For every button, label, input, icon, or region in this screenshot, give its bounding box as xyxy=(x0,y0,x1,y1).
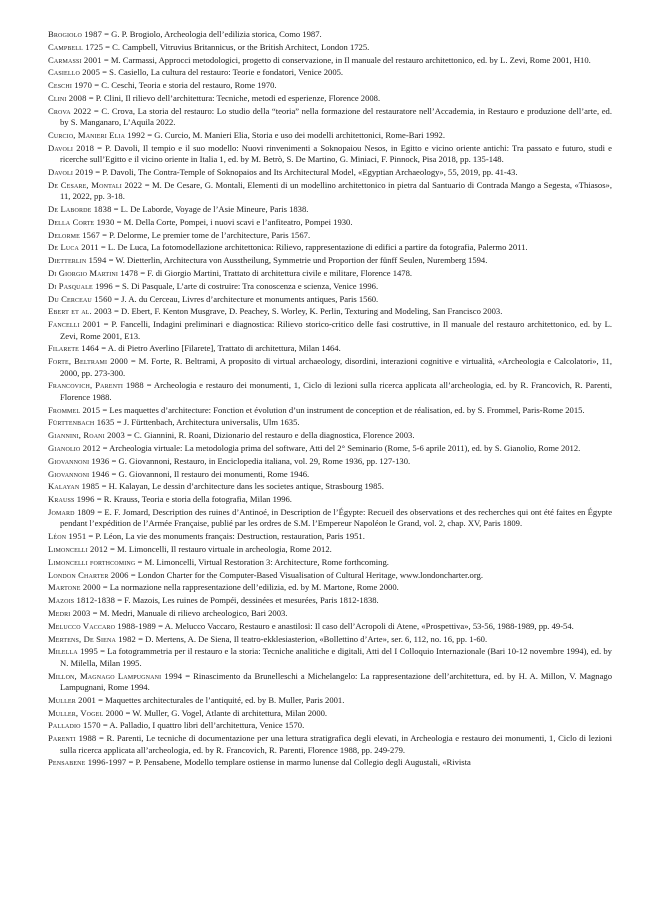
citation-key: Fancelli 2001 xyxy=(48,319,101,330)
citation-text: = P. Delorme, Le premier tome de l’architecture, Paris 1567. xyxy=(100,229,311,240)
citation-text: = P. Fancelli, Indagini preliminari e diagnostica: Rilievo storico-critico delle fasi costruttive, in Il manuale del restauro architettonico, ed. by L. Zevi, Rome 2001, E13. xyxy=(60,319,612,341)
bibliography-entry xyxy=(48,720,612,731)
bibliography-entry xyxy=(48,456,612,467)
bibliography-entry xyxy=(48,242,612,253)
bibliography-entry xyxy=(48,281,612,292)
citation-key: Giovannoni 1936 xyxy=(48,455,110,466)
citation-text: = Archeologia virtuale: La metodologia prima del software, Atti del 2° Seminario (Rome, 5-6 aprile 2011), ed. by S. Gianolio, Rome 2012. xyxy=(100,442,581,453)
citation-text: = F. Mazois, Les ruines de Pompéi, dessinées et mesurées, Paris 1812-1838. xyxy=(115,595,379,606)
citation-key: Ceschi 1970 xyxy=(48,80,93,91)
citation-key: De Cesare, Montali 2022 xyxy=(48,179,143,190)
citation-key: Milella 1995 xyxy=(48,646,98,657)
citation-key: Fürttenbach 1635 xyxy=(48,417,115,428)
citation-key: Krauss 1996 xyxy=(48,494,95,505)
bibliography-list xyxy=(48,29,612,770)
bibliography-entry xyxy=(48,417,612,428)
citation-text: = M. Della Corte, Pompei, i nuovi scavi e l’anfiteatro, Pompei 1930. xyxy=(114,216,353,227)
bibliography-entry xyxy=(48,180,612,203)
citation-key: Giannini, Roani 2003 xyxy=(48,430,125,441)
citation-text: = W. Dietterlin, Architectura von Ausstheilung, Symmetrie und Proportion der fünff Seulen, Nuremberg 1594. xyxy=(106,255,488,266)
citation-text: = P. Davoli, Il tempio e il suo modello: Nuovi rinvenimenti a Soknopaiou Nesos, in Egitto e vicino oriente antichi: Tra passato e futuro, studi e ricerche sull’Egitto e il vicino oriente in Italia 1, ed. by M. Betrò, S. De Martino, G. Miniaci, F. Pinnock, Pisa 2018, pp. 135-148. xyxy=(60,142,612,165)
citation-key: Della Corte 1930 xyxy=(48,216,115,227)
citation-text: = J. Fürttenbach, Architectura universalis, Ulm 1635. xyxy=(114,417,300,428)
bibliography-entry xyxy=(48,143,612,166)
bibliography-entry xyxy=(48,255,612,266)
citation-key: Léon 1951 xyxy=(48,531,87,542)
citation-text: = P. Pensabene, Modello templare ostiense in marmo lunense dal Collegio degli Augustali, «Rivista xyxy=(126,757,471,768)
bibliography-entry xyxy=(48,29,612,40)
citation-key: De Luca 2011 xyxy=(48,242,99,253)
citation-key: Dietterlin 1594 xyxy=(48,255,107,266)
citation-text: = S. Casiello, La cultura del restauro: Teorie e fondatori, Venice 2005. xyxy=(100,67,344,78)
bibliography-entry xyxy=(48,757,612,768)
citation-key: Muller, Vogel 2000 xyxy=(48,707,124,718)
citation-text: = G. P. Brogiolo, Archeologia dell’edilizia storica, Como 1987. xyxy=(102,29,322,39)
bibliography-entry xyxy=(48,608,612,619)
citation-text: = A. Palladio, I quattro libri dell’architettura, Venice 1570. xyxy=(100,720,305,731)
bibliography-entry xyxy=(48,582,612,593)
citation-key: Campbell 1725 xyxy=(48,41,104,52)
citation-text: = R. Parenti, Le tecniche di documentazione per una lettura stratigrafica degli elevati, in Archeologia e restauro dei monumenti, 1, Ciclo di lezioni sulla ricerca applicata all’archeologia, ed. by R. Francovich, R. Parenti, Florence 1988, pp. 249-279. xyxy=(60,733,612,755)
citation-text: = M. Forte, R. Beltrami, A proposito di virtual archaeology, disordini, interazioni cognitive e virtualità, «Archeologia e Calcolatori», 11, 2000, pp. 273-300. xyxy=(60,356,612,378)
citation-key: Jomard 1809 xyxy=(48,506,95,517)
citation-text: = Rinascimento da Brunelleschi a Michelangelo: La rappresentazione dell’architettura, ed. by H. A. Millon, V. Magnago Lampugnani, Rome 1994. xyxy=(60,670,612,692)
citation-text: = M. Limoncelli, Virtual Restoration 3: Architecture, Rome forthcoming. xyxy=(135,556,389,567)
citation-key: Du Cerceau 1560 xyxy=(48,293,113,304)
citation-text: = C. Crova, La storia del restauro: Lo studio della “teoria” nella formazione del restauratore nell’Accademia, in Restauro e produzione dell’arte, ed. by S. Manganaro, L’Aquila 2022. xyxy=(60,105,612,128)
bibliography-entry xyxy=(48,306,612,317)
citation-key: Giovannoni 1946 xyxy=(48,468,110,479)
bibliography-entry xyxy=(48,469,612,480)
bibliography-entry xyxy=(48,167,612,178)
bibliography-entry xyxy=(48,443,612,454)
citation-text: = C. Ceschi, Teoria e storia del restauro, Rome 1970. xyxy=(92,80,277,91)
citation-key: Ebert et al. 2003 xyxy=(48,306,112,317)
citation-key: Casiello 2005 xyxy=(48,67,101,78)
citation-text: = M. De Cesare, G. Montali, Elementi di un modellino architettonico in pietra dal Santuario di Contrada Mango a Segesta, «Thiasos», 11, 2022, pp. 3-18. xyxy=(60,179,612,202)
citation-key: Limoncelli forthcoming xyxy=(48,556,136,567)
citation-text: = E. F. Jomard, Description des ruines d’Antinoé, in Description de l’Égypte: Recueil des observations et des recherches qui ont été faites en Égypte pendant l’expédition de l’Armée Française, publié par les ordres de S.M. l’Empereur Napoléon le Grand, vol. 2, chap. XV, Paris 1809. xyxy=(60,506,613,529)
bibliography-entry xyxy=(48,494,612,505)
bibliography-entry xyxy=(48,481,612,492)
citation-text: = A. Melucco Vaccaro, Restauro e anastilosi: Il caso dell’Acropoli di Atene, «Prospettiva», 53-56, 1988-1989, pp. 49-54. xyxy=(155,620,574,631)
citation-text: = Maquettes architecturales de l’antiquité, ed. by B. Muller, Paris 2001. xyxy=(95,694,345,705)
bibliography-entry xyxy=(48,531,612,542)
bibliography-entry xyxy=(48,695,612,706)
citation-text: = L. De Luca, La fotomodellazione architettonica: Rilievo, rappresentazione di edifici a partire da fotografia, Palermo 2011. xyxy=(98,242,528,253)
citation-text: = G. Curcio, M. Manieri Elia, Storia e uso dei modelli architettonici, Rome-Bari 1992. xyxy=(145,129,445,140)
citation-key: London Charter 2006 xyxy=(48,569,129,580)
citation-key: Pensabene 1996-1997 xyxy=(48,757,127,768)
citation-key: Filarete 1464 xyxy=(48,343,100,354)
citation-text: = S. Di Pasquale, L’arte di costruire: Tra conoscenza e scienza, Venice 1996. xyxy=(112,280,379,291)
bibliography-entry xyxy=(48,93,612,104)
bibliography-entry xyxy=(48,733,612,756)
citation-text: = L. De Laborde, Voyage de l’Asie Mineure, Paris 1838. xyxy=(111,203,309,214)
bibliography-entry xyxy=(48,106,612,129)
bibliography-entry xyxy=(48,67,612,78)
bibliography-entry xyxy=(48,380,612,403)
citation-key: Kalayan 1985 xyxy=(48,481,100,492)
citation-key: Mazois 1812-1838 xyxy=(48,595,116,606)
citation-key: Melucco Vaccaro 1988-1989 xyxy=(48,620,156,631)
citation-key: Palladio 1570 xyxy=(48,720,101,731)
bibliography-entry xyxy=(48,671,612,694)
citation-text: = Archeologia e restauro dei monumenti, 1, Ciclo di lezioni sulla ricerca applicata all’archeologia, ed. by R. Francovich, R. Parenti, Florence 1988. xyxy=(60,380,612,402)
bibliography-entry xyxy=(48,230,612,241)
citation-key: Di Giorgio Martini 1478 xyxy=(48,267,139,278)
bibliography-entry xyxy=(48,319,612,342)
citation-key: De Laborde 1838 xyxy=(48,203,112,214)
citation-text: = M. Medri, Manuale di rilievo archeologico, Bari 2003. xyxy=(90,607,288,618)
bibliography-entry xyxy=(48,356,612,379)
citation-text: = London Charter for the Computer-Based Visualisation of Cultural Heritage, www.londoncharter.org. xyxy=(128,569,483,580)
citation-key: Martone 2000 xyxy=(48,582,101,593)
citation-key: Brogiolo 1987 xyxy=(48,29,103,39)
citation-key: Davoli 2018 xyxy=(48,142,95,153)
bibliography-entry xyxy=(48,405,612,416)
citation-text: = P. Léon, La vie des monuments français: Destruction, restauration, Paris 1951. xyxy=(86,531,365,542)
citation-key: Frommel 2015 xyxy=(48,404,101,415)
citation-text: = J. A. du Cerceau, Livres d’architecture et monuments antiques, Paris 1560. xyxy=(112,293,379,304)
citation-key: Clini 2008 xyxy=(48,92,87,103)
bibliography-entry xyxy=(48,130,612,141)
bibliography-entry xyxy=(48,507,612,530)
citation-key: Muller 2001 xyxy=(48,694,96,705)
bibliography-entry xyxy=(48,204,612,215)
citation-key: Delorme 1567 xyxy=(48,229,101,240)
bibliography-entry xyxy=(48,646,612,669)
bibliography-entry xyxy=(48,430,612,441)
citation-text: = La fotogrammetria per il restauro e la storia: Tecniche analitiche e digitali, Atti del I Colloquio Internazionale (Bari 10-12 novembre 1994), ed. by N. Milella, Milan 1995. xyxy=(60,646,612,668)
citation-text: = G. Giovannoni, Restauro, in Enciclopedia italiana, vol. 29, Rome 1936, pp. 127-130. xyxy=(109,455,411,466)
citation-text: = C. Campbell, Vitruvius Britannicus, or the British Architect, London 1725. xyxy=(103,41,370,52)
bibliography-entry xyxy=(48,42,612,53)
bibliography-entry xyxy=(48,80,612,91)
citation-key: Gianolio 2012 xyxy=(48,442,101,453)
citation-key: Carmassi 2001 xyxy=(48,54,102,65)
citation-text: = Les maquettes d’architecture: Fonction et évolution d’un instrument de conception et de réalisation, ed. by S. Frommel, Paris-Rome 2015. xyxy=(100,404,585,415)
citation-key: Curcio, Manieri Elia 1992 xyxy=(48,129,146,140)
citation-text: = A. di Pietro Averlino [Filarete], Trattato di architettura, Milan 1464. xyxy=(99,343,341,354)
citation-text: = H. Kalayan, Le dessin d’architecture dans les societes antique, Strasbourg 1985. xyxy=(99,481,384,492)
bibliography-entry xyxy=(48,217,612,228)
citation-text: = G. Giovannoni, Il restauro dei monumenti, Rome 1946. xyxy=(109,468,310,479)
citation-text: = P. Davoli, The Contra-Temple of Soknopaios and Its Architectural Model, «Egyptian Archaeology», 55, 2019, pp. 41-43. xyxy=(93,166,518,177)
bibliography-entry xyxy=(48,544,612,555)
bibliography-entry xyxy=(48,708,612,719)
bibliography-entry xyxy=(48,595,612,606)
citation-text: = F. di Giorgio Martini, Trattato di architettura civile e militare, Florence 1478. xyxy=(138,267,413,278)
citation-key: Millon, Magnago Lampugnani 1994 xyxy=(48,670,183,681)
citation-key: Francovich, Parenti 1988 xyxy=(48,380,144,391)
bibliography-entry xyxy=(48,343,612,354)
citation-key: Crova 2022 xyxy=(48,105,92,116)
citation-text: = M. Limoncelli, Il restauro virtuale in archeologia, Rome 2012. xyxy=(107,543,332,554)
bibliography-entry xyxy=(48,55,612,66)
bibliography-entry xyxy=(48,294,612,305)
citation-text: = D. Ebert, F. Kenton Musgrave, D. Peachey, S. Worley, K. Perlin, Texturing and Modeling, San Francisco 2003. xyxy=(111,306,503,317)
citation-key: Parenti 1988 xyxy=(48,733,97,744)
citation-key: Davoli 2019 xyxy=(48,166,94,177)
citation-key: Medri 2003 xyxy=(48,607,91,618)
citation-key: Forte, Beltrami 2000 xyxy=(48,356,129,367)
citation-key: Di Pasquale 1996 xyxy=(48,280,113,291)
bibliography-entry xyxy=(48,634,612,645)
citation-text: = M. Carmassi, Approcci metodologici, progetto di conservazione, in Il manuale del restauro architettonico, ed. by L. Zevi, Rome 2001, H10. xyxy=(101,54,591,65)
bibliography-entry xyxy=(48,570,612,581)
bibliography-entry xyxy=(48,621,612,632)
citation-text: = La normazione nella rappresentazione dell’edilizia, ed. by M. Martone, Rome 2000. xyxy=(100,582,399,593)
citation-key: Limoncelli 2012 xyxy=(48,543,108,554)
citation-key: Mertens, De Siena 1982 xyxy=(48,633,137,644)
bibliography-entry xyxy=(48,268,612,279)
citation-text: = R. Krauss, Teoria e storia della fotografia, Milan 1996. xyxy=(94,494,292,505)
bibliography-entry xyxy=(48,557,612,568)
citation-text: = D. Mertens, A. De Siena, Il teatro-ekklesiasterion, «Bollettino d’Arte», ser. 6, 112, no. 16, pp. 1-60. xyxy=(136,633,488,644)
citation-text: = P. Clini, Il rilievo dell’architettura: Tecniche, metodi ed esperienze, Florence 2008. xyxy=(86,92,381,103)
citation-text: = C. Giannini, R. Roani, Dizionario del restauro e della diagnostica, Florence 2003. xyxy=(124,430,415,441)
citation-text: = W. Muller, G. Vogel, Atlante di architettura, Milan 2000. xyxy=(123,707,328,718)
